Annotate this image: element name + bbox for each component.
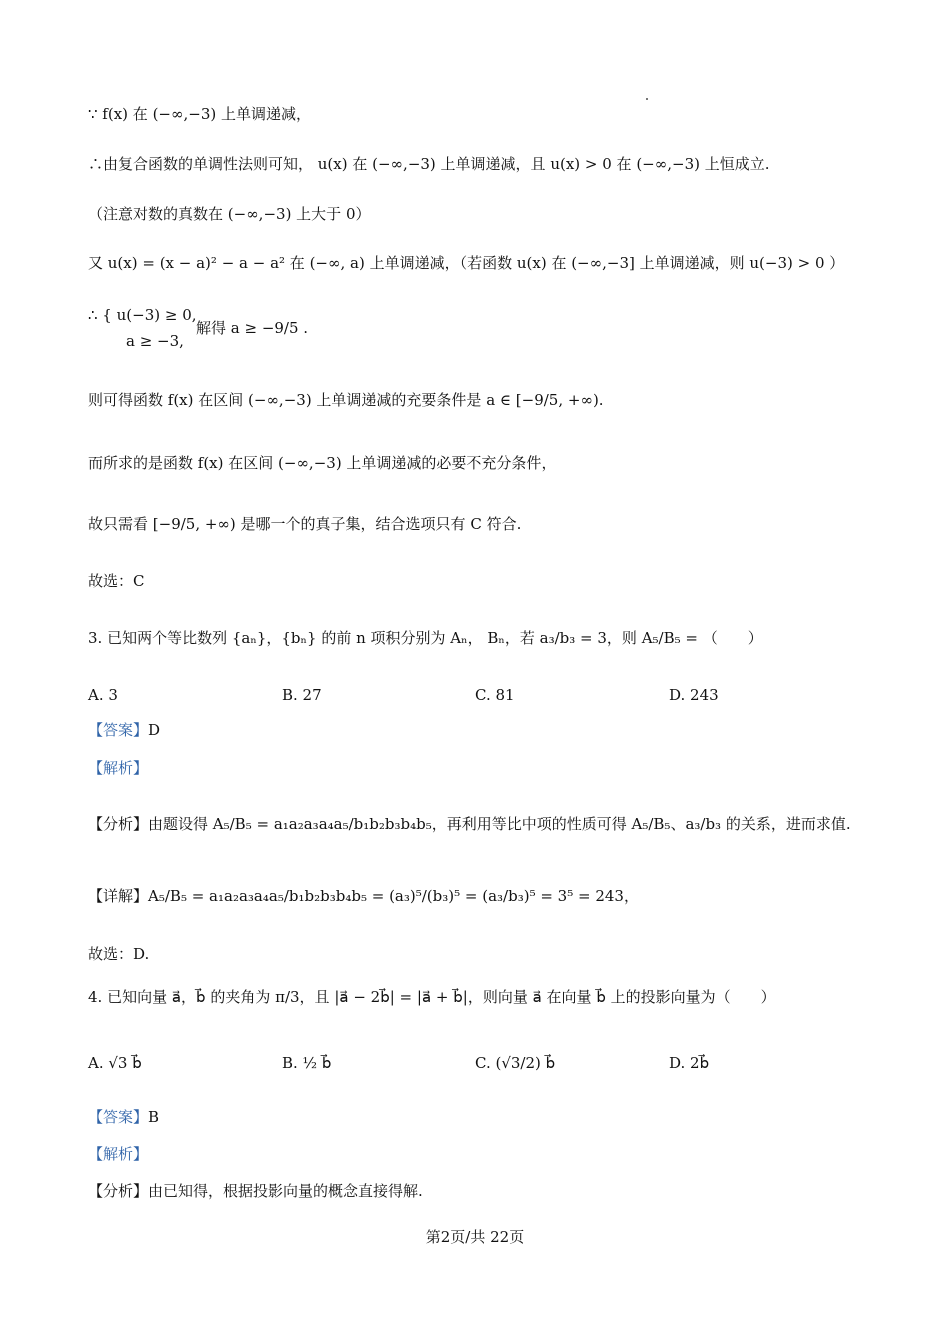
- stray-dot: [646, 98, 648, 100]
- q4-option-d: D. 2b⃗: [669, 1054, 710, 1072]
- question-3: 3. 已知两个等比数列 {aₙ}，{bₙ} 的前 n 项积分别为 Aₙ， Bₙ，若 a₃/b₃ = 3，则 A₅/B₅ = （ ）: [88, 629, 763, 647]
- answer-value: D: [148, 721, 161, 739]
- q3-option-a: A. 3: [88, 686, 118, 704]
- fenxi-3: [88, 817, 851, 832]
- xiangjie-text: A₅/B₅ = a₁a₂a₃a₄a₅/b₁b₂b₃b₄b₅ = (a₃)⁵/(b₃)⁵ = (a₃/b₃)⁵ = 3⁵ = 243，: [148, 887, 639, 905]
- line-5-result: 解得 a ≥ −9/5 .: [196, 319, 309, 337]
- answer-label: 【答案】: [88, 1108, 149, 1126]
- question-4: 4. 已知向量 a⃗，b⃗ 的夹角为 π/3，且 |a⃗ − 2b⃗| = |a⃗ + b⃗|，则向量 a⃗ 在向量 b⃗ 上的投影向量为（ ）: [88, 988, 776, 1006]
- fenxi-text: 由已知得，根据投影向量的概念直接得解.: [148, 1182, 423, 1200]
- fenxi-4: [88, 1184, 423, 1199]
- line-4: 又 u(x) = (x − a)² − a − a² 在 (−∞, a) 上单调递减，（若函数 u(x) 在 (−∞,−3] 上单调递减，则 u(−3) > 0 ）: [88, 254, 845, 272]
- analysis-label-4: 【解析】: [88, 1145, 149, 1163]
- line-6: 则可得函数 f(x) 在区间 (−∞,−3) 上单调递减的充要条件是 a ∈ [−9/5, +∞).: [88, 391, 604, 409]
- fenxi-label: 【分析】: [88, 1182, 149, 1200]
- answer-label: 【答案】: [88, 721, 149, 739]
- line-7: 而所求的是函数 f(x) 在区间 (−∞,−3) 上单调递减的必要不充分条件，: [88, 454, 557, 472]
- q3-option-c: C. 81: [475, 686, 515, 704]
- answer-3: [88, 723, 160, 738]
- q3-option-d: D. 243: [669, 686, 719, 704]
- line-8: 故只需看 [−9/5, +∞) 是哪一个的真子集，结合选项只有 C 符合.: [88, 515, 522, 533]
- line-5-system-1: ∴ { u(−3) ≥ 0,: [88, 306, 197, 324]
- q4-option-b: B. ½ b⃗: [282, 1054, 332, 1072]
- q4-option-c: C. (√3/2) b⃗: [475, 1054, 556, 1072]
- line-2: ∴由复合函数的单调性法则可知， u(x) 在 (−∞,−3) 上单调递减，且 u(x) > 0 在 (−∞,−3) 上恒成立.: [88, 155, 770, 173]
- conclusion-3: 故选：D.: [88, 945, 150, 963]
- xiangjie-3: [88, 889, 639, 904]
- answer-4: [88, 1110, 159, 1125]
- page-footer: 第2页/共 22页: [425, 1228, 525, 1246]
- line-3: （注意对数的真数在 (−∞,−3) 上大于 0）: [88, 205, 371, 223]
- fenxi-text: 由题设得 A₅/B₅ = a₁a₂a₃a₄a₅/b₁b₂b₃b₄b₅，再利用等比中项的性质可得 A₅/B₅、a₃/b₃ 的关系，进而求值.: [148, 815, 851, 833]
- fenxi-label: 【分析】: [88, 815, 149, 833]
- analysis-label-3: 【解析】: [88, 759, 149, 777]
- line-5-system-2: a ≥ −3,: [126, 332, 184, 350]
- answer-value: B: [148, 1108, 160, 1126]
- q4-option-a: A. √3 b⃗: [88, 1054, 142, 1072]
- q3-option-b: B. 27: [282, 686, 322, 704]
- xiangjie-label: 【详解】: [88, 887, 149, 905]
- line-1: ∵ f(x) 在 (−∞,−3) 上单调递减，: [88, 105, 311, 123]
- line-9: 故选：C: [88, 572, 145, 590]
